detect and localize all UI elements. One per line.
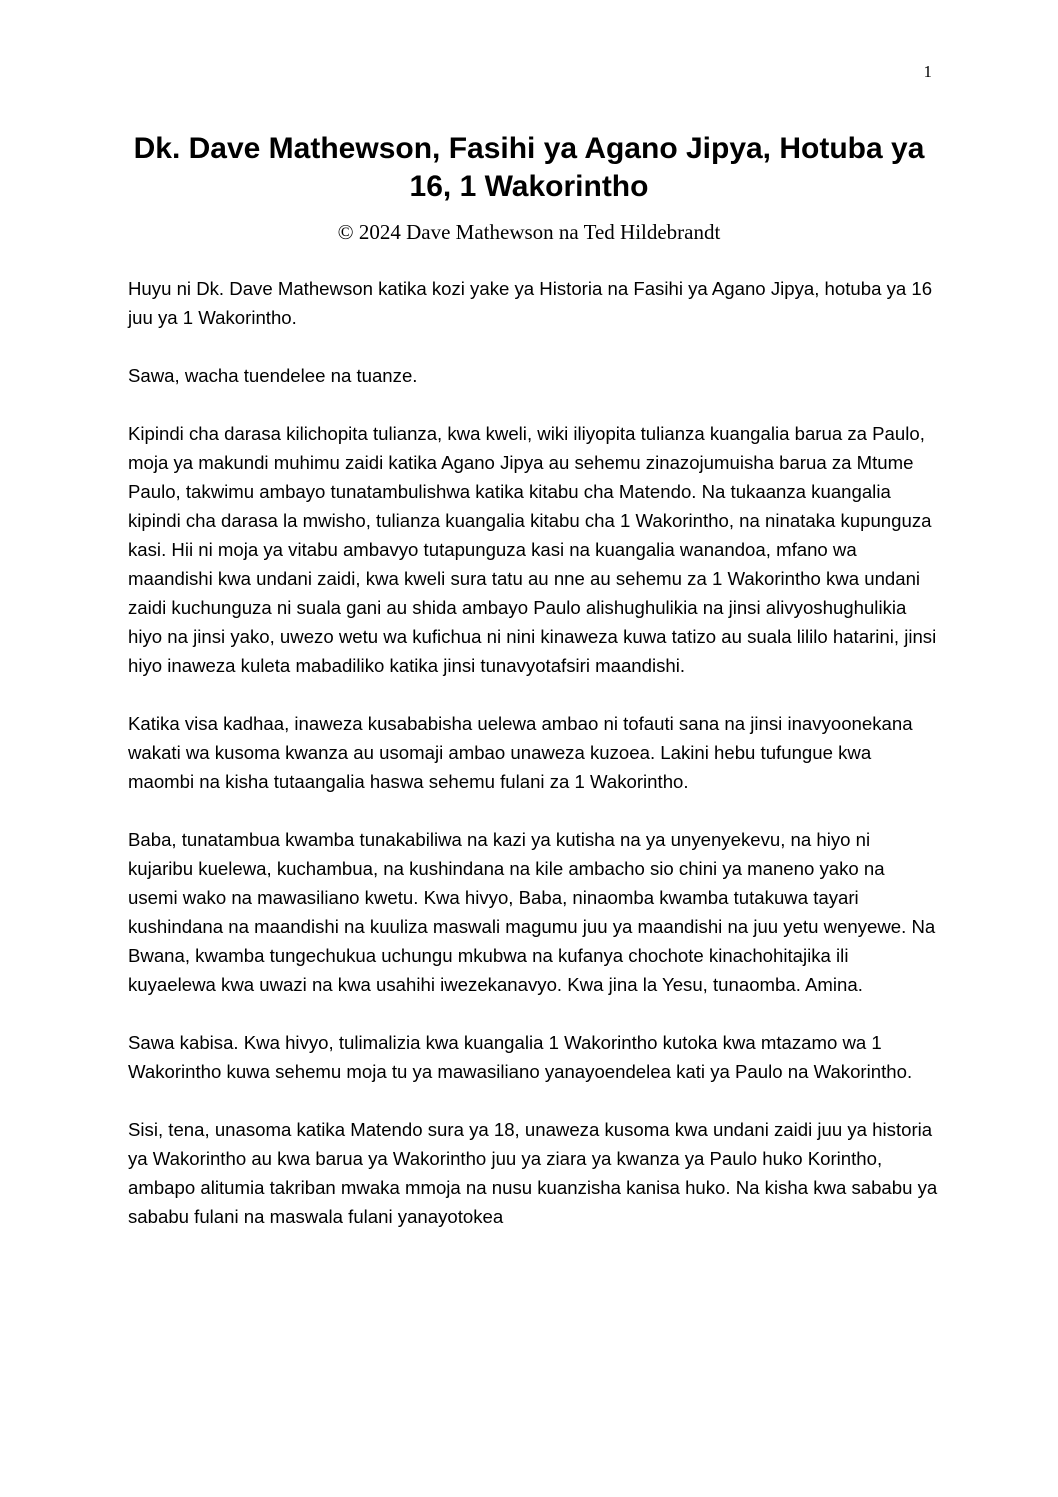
paragraph: Huyu ni Dk. Dave Mathewson katika kozi yake ya Historia na Fasihi ya Agano Jipya, hotuba ya 16 juu ya 1 Wakorintho. <box>128 278 933 328</box>
paragraph: Baba, tunatambua kwamba tunakabiliwa na kazi ya kutisha na ya unyenyekevu, na hiyo ni kujaribu kuelewa, kuchambua, na kushindana na kile ambacho sio chini ya maneno yako na usemi wako na mawasiliano kwetu. Kwa hivyo, Baba, ninaomba kwamba tutakuwa tayari kushindana na maandishi na kuuliza maswali magumu juu ya maandishi na juu yetu wenyewe. Na Bwana, kwamba tungechukua uchungu mkubwa na kufanya chochote kinachohitajika ili kuyaelewa kwa uwazi na kwa usahihi iwezekanavyo. Kwa jina la Yesu, tunaomba. Amina. <box>128 829 936 995</box>
paragraph: Katika visa kadhaa, inaweza kusababisha uelewa ambao ni tofauti sana na jinsi inavyoonekana wakati wa kusoma kwanza au usomaji ambao unaweza kuzoea. Lakini hebu tufungue kwa maombi na kisha tutaangalia haswa sehemu fulani za 1 Wakorintho. <box>128 713 913 792</box>
paragraph: Sawa kabisa. Kwa hivyo, tulimalizia kwa kuangalia 1 Wakorintho kutoka kwa mtazamo wa 1 Wakorintho kuwa sehemu moja tu ya mawasiliano yanayoendelea kati ya Paulo na Wakorintho. <box>128 1032 913 1082</box>
paragraph: Sawa, wacha tuendelee na tuanze. <box>128 365 418 386</box>
document-body <box>128 274 938 1260</box>
page-title: Dk. Dave Mathewson, Fasihi ya Agano Jipya, Hotuba ya 16, 1 Wakorintho <box>133 132 925 203</box>
page-number: 1 <box>923 62 932 81</box>
paragraph: Kipindi cha darasa kilichopita tulianza, kwa kweli, wiki iliyopita tulianza kuangalia barua za Paulo, moja ya makundi muhimu zaidi katika Agano Jipya au sehemu zinazojumuisha barua za Mtume Paulo, takwimu ambayo tunatambulishwa katika kitabu cha Matendo. Na tukaanza kuangalia kipindi cha darasa la mwisho, tulianza kuangalia kitabu cha 1 Wakorintho, na ninataka kupunguza kasi. Hii ni moja ya vitabu ambavyo tutapunguza kasi na kuangalia wanandoa, mfano wa maandishi kwa undani zaidi, kwa kweli sura tatu au nne au sehemu za 1 Wakorintho kwa undani zaidi kuchunguza ni suala gani au shida ambayo Paulo alishughulikia na jinsi alivyoshughulikia hiyo na jinsi yako, uwezo wetu wa kufichua ni nini kinaweza kuwa tatizo au suala lililo hatarini, jinsi hiyo inaweza kuleta mabadiliko katika jinsi tunavyotafsiri maandishi. <box>128 423 937 676</box>
copyright-line: © 2024 Dave Mathewson na Ted Hildebrandt <box>337 220 721 244</box>
paragraph: Sisi, tena, unasoma katika Matendo sura ya 18, unaweza kusoma kwa undani zaidi juu ya historia ya Wakorintho au kwa barua ya Wakorintho juu ya ziara ya kwanza ya Paulo huko Korintho, ambapo alitumia takriban mwaka mmoja na nusu kuanzisha kanisa huko. Na kisha kwa sababu ya sababu fulani na maswala fulani yanayotokea <box>128 1119 938 1227</box>
